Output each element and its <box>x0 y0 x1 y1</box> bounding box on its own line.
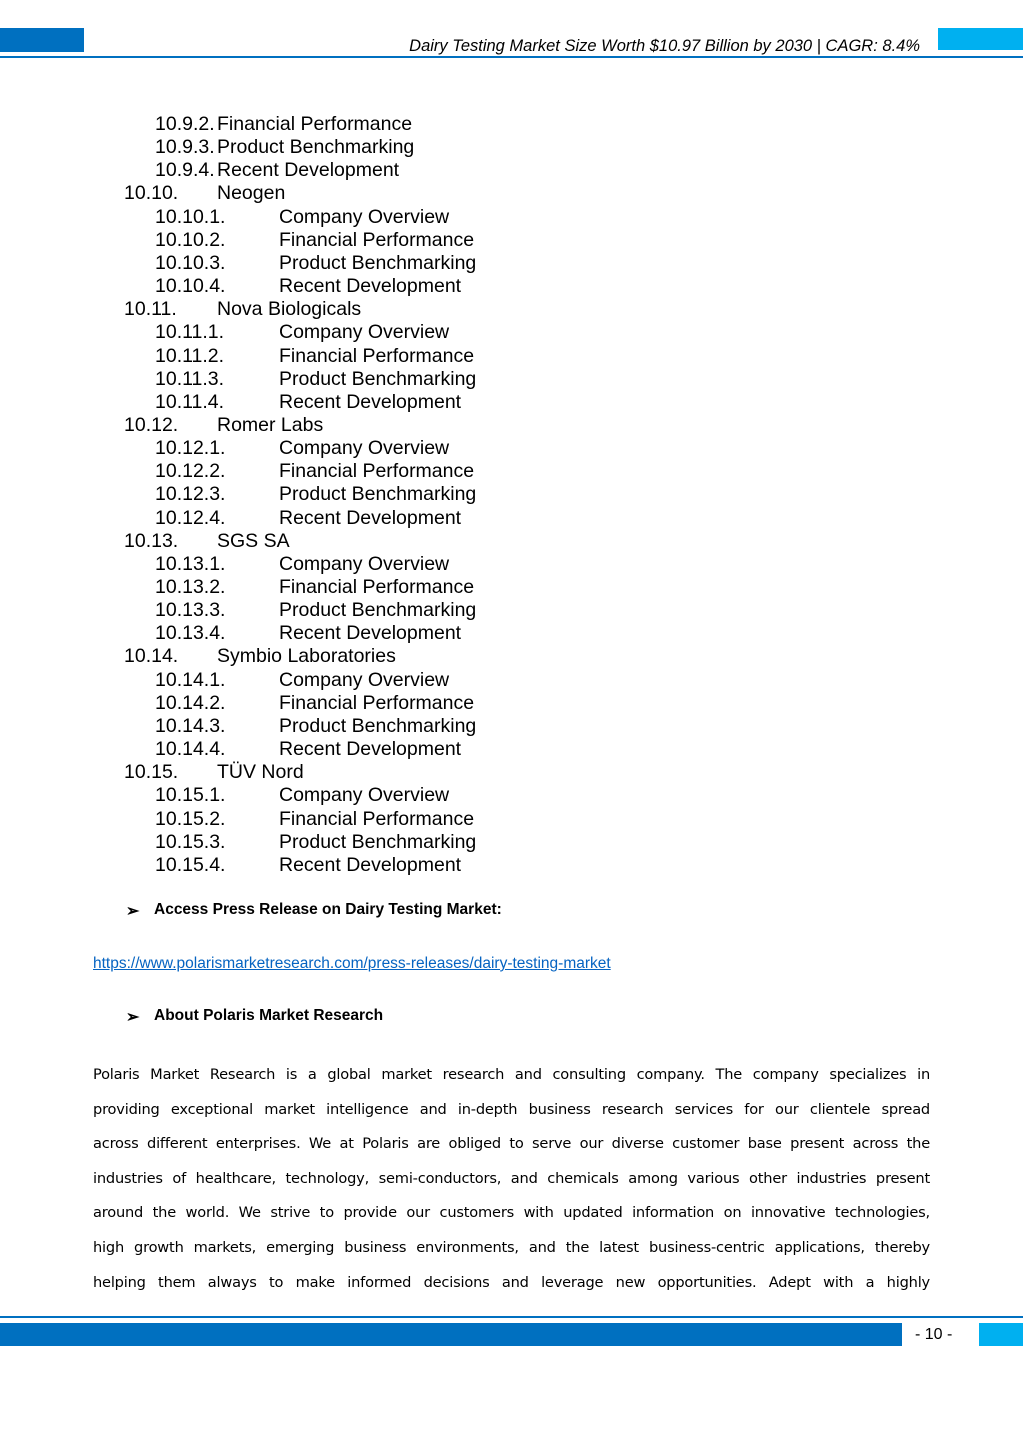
toc-entry-label: Recent Development <box>279 275 462 298</box>
footer-left-bar <box>0 1323 902 1346</box>
toc-entry-label: Product Benchmarking <box>279 830 477 853</box>
toc-entry-label: Nova Biologicals <box>217 298 362 321</box>
toc-entry-label: Company Overview <box>279 552 450 575</box>
toc-entry-number: 10.12.3. <box>155 483 226 506</box>
arrow-bullet-icon: ➢ <box>126 903 140 920</box>
toc-entry-label: Recent Development <box>217 159 400 182</box>
header-left-bar <box>0 28 84 52</box>
about-paragraph-line: around the world. We strive to provide our customers with updated information on innovative technologies, <box>93 1204 930 1222</box>
toc-entry-number: 10.15.1. <box>155 784 226 807</box>
toc-entry-number: 10.11.1. <box>155 321 225 344</box>
toc-entry-label: Recent Development <box>279 853 462 876</box>
toc-entry-label: Product Benchmarking <box>217 136 415 159</box>
footer-right-bar <box>979 1323 1023 1346</box>
toc-entry-number: 10.12.4. <box>155 506 226 529</box>
toc-entry-number: 10.11.4. <box>155 390 225 413</box>
header-title: Dairy Testing Market Size Worth $10.97 Billion by 2030 | CAGR: 8.4% <box>409 37 920 55</box>
toc-entry-label: TÜV Nord <box>217 761 304 784</box>
toc-entry-label: SGS SA <box>217 529 290 552</box>
toc-entry-label: Company Overview <box>279 437 450 460</box>
toc-entry-number: 10.10. <box>124 182 179 205</box>
toc-entry-number: 10.13. <box>124 529 179 552</box>
toc-entry-number: 10.12. <box>124 413 179 436</box>
toc-entry-number: 10.12.2. <box>155 460 226 483</box>
toc-entry-number: 10.13.4. <box>155 622 226 645</box>
toc-entry-label: Financial Performance <box>279 807 475 830</box>
toc-entry-number: 10.11. <box>124 298 177 321</box>
toc-entry-label: Symbio Laboratories <box>217 645 396 668</box>
toc-entry-number: 10.12.1. <box>155 437 226 460</box>
toc-entry-number: 10.10.4. <box>155 275 226 298</box>
toc-entry-label: Product Benchmarking <box>279 599 477 622</box>
about-paragraph-line: across different enterprises. We at Polaris are obliged to serve our diverse customer base present across the <box>93 1135 930 1153</box>
toc-entry-number: 10.13.3. <box>155 599 226 622</box>
about-paragraph <box>93 1058 930 1300</box>
about-heading-text: About Polaris Market Research <box>154 1007 384 1024</box>
press-release-heading-text: Access Press Release on Dairy Testing Market: <box>154 901 502 918</box>
toc-entry-number: 10.15.3. <box>155 830 226 853</box>
toc-entry-label: Financial Performance <box>279 576 475 598</box>
toc-entry-label: Product Benchmarking <box>279 251 477 274</box>
toc-entry-label: Product Benchmarking <box>279 714 477 737</box>
toc-entry-number: 10.11.3. <box>155 367 225 390</box>
toc-entry-label: Financial Performance <box>279 460 475 483</box>
footer-rule <box>0 1316 1023 1318</box>
page-number: - 10 - <box>915 1326 953 1343</box>
toc-entry-label: Recent Development <box>279 738 462 761</box>
toc-entry-number: 10.13.1. <box>155 552 226 575</box>
toc-entry-number: 10.14.1. <box>155 668 226 691</box>
arrow-bullet-icon: ➢ <box>126 1009 140 1026</box>
toc-entry-label: Company Overview <box>279 668 450 691</box>
header-right-bar <box>938 28 1023 50</box>
toc-entry-label: Financial Performance <box>279 228 475 251</box>
about-paragraph-line: Polaris Market Research is a global market research and consulting company. The company specializes in <box>93 1066 930 1083</box>
toc-entry-number: 10.13.2. <box>155 576 226 598</box>
toc-entry-label: Product Benchmarking <box>279 483 477 506</box>
toc-entry-number: 10.10.1. <box>155 205 226 228</box>
toc-entry-label: Neogen <box>217 182 286 205</box>
toc-entry-label: Recent Development <box>279 390 462 413</box>
about-paragraph-line: helping them always to make informed decisions and leverage new opportunities. Adept with a highly <box>93 1273 930 1291</box>
toc-entry-label: Recent Development <box>279 622 462 645</box>
toc-entry-number: 10.15.2. <box>155 807 226 830</box>
toc-entry-number: 10.14.3. <box>155 714 226 737</box>
toc-entry-number: 10.9.3. <box>155 136 215 159</box>
toc-entry-number: 10.9.2. <box>155 113 215 135</box>
toc-entry-number: 10.10.3. <box>155 251 226 274</box>
toc-entry-label: Company Overview <box>279 205 450 228</box>
toc-entry-label: Recent Development <box>279 506 462 529</box>
toc-entry-number: 10.9.4. <box>155 159 215 182</box>
press-release-link[interactable]: https://www.polarismarketresearch.com/press-releases/dairy-testing-market <box>93 955 611 972</box>
about-paragraph-line: providing exceptional market intelligence and in-depth business research services for our clientele spread <box>93 1100 930 1118</box>
toc-entry-number: 10.14. <box>124 645 179 668</box>
about-paragraph-line: industries of healthcare, technology, semi-conductors, and chemicals among various other industries present <box>93 1169 930 1187</box>
toc-entry-label: Financial Performance <box>279 691 475 714</box>
toc-entry-label: Financial Performance <box>279 344 475 367</box>
toc-entry-label: Financial Performance <box>217 113 413 135</box>
toc-entry-number: 10.14.4. <box>155 738 226 761</box>
toc-entry-number: 10.10.2. <box>155 228 226 251</box>
toc-entry-number: 10.15. <box>124 761 179 784</box>
toc-entry-label: Company Overview <box>279 784 450 807</box>
header-rule <box>0 56 1023 58</box>
about-paragraph-line: high growth markets, emerging business environments, and the latest business-centric applications, thereby <box>93 1238 930 1256</box>
toc-entry-label: Romer Labs <box>217 413 324 436</box>
toc-entry-number: 10.14.2. <box>155 691 226 714</box>
toc-entry-number: 10.15.4. <box>155 853 226 876</box>
toc-entry-label: Product Benchmarking <box>279 367 477 390</box>
toc-entry-number: 10.11.2. <box>155 344 225 367</box>
toc-entry-label: Company Overview <box>279 321 450 344</box>
